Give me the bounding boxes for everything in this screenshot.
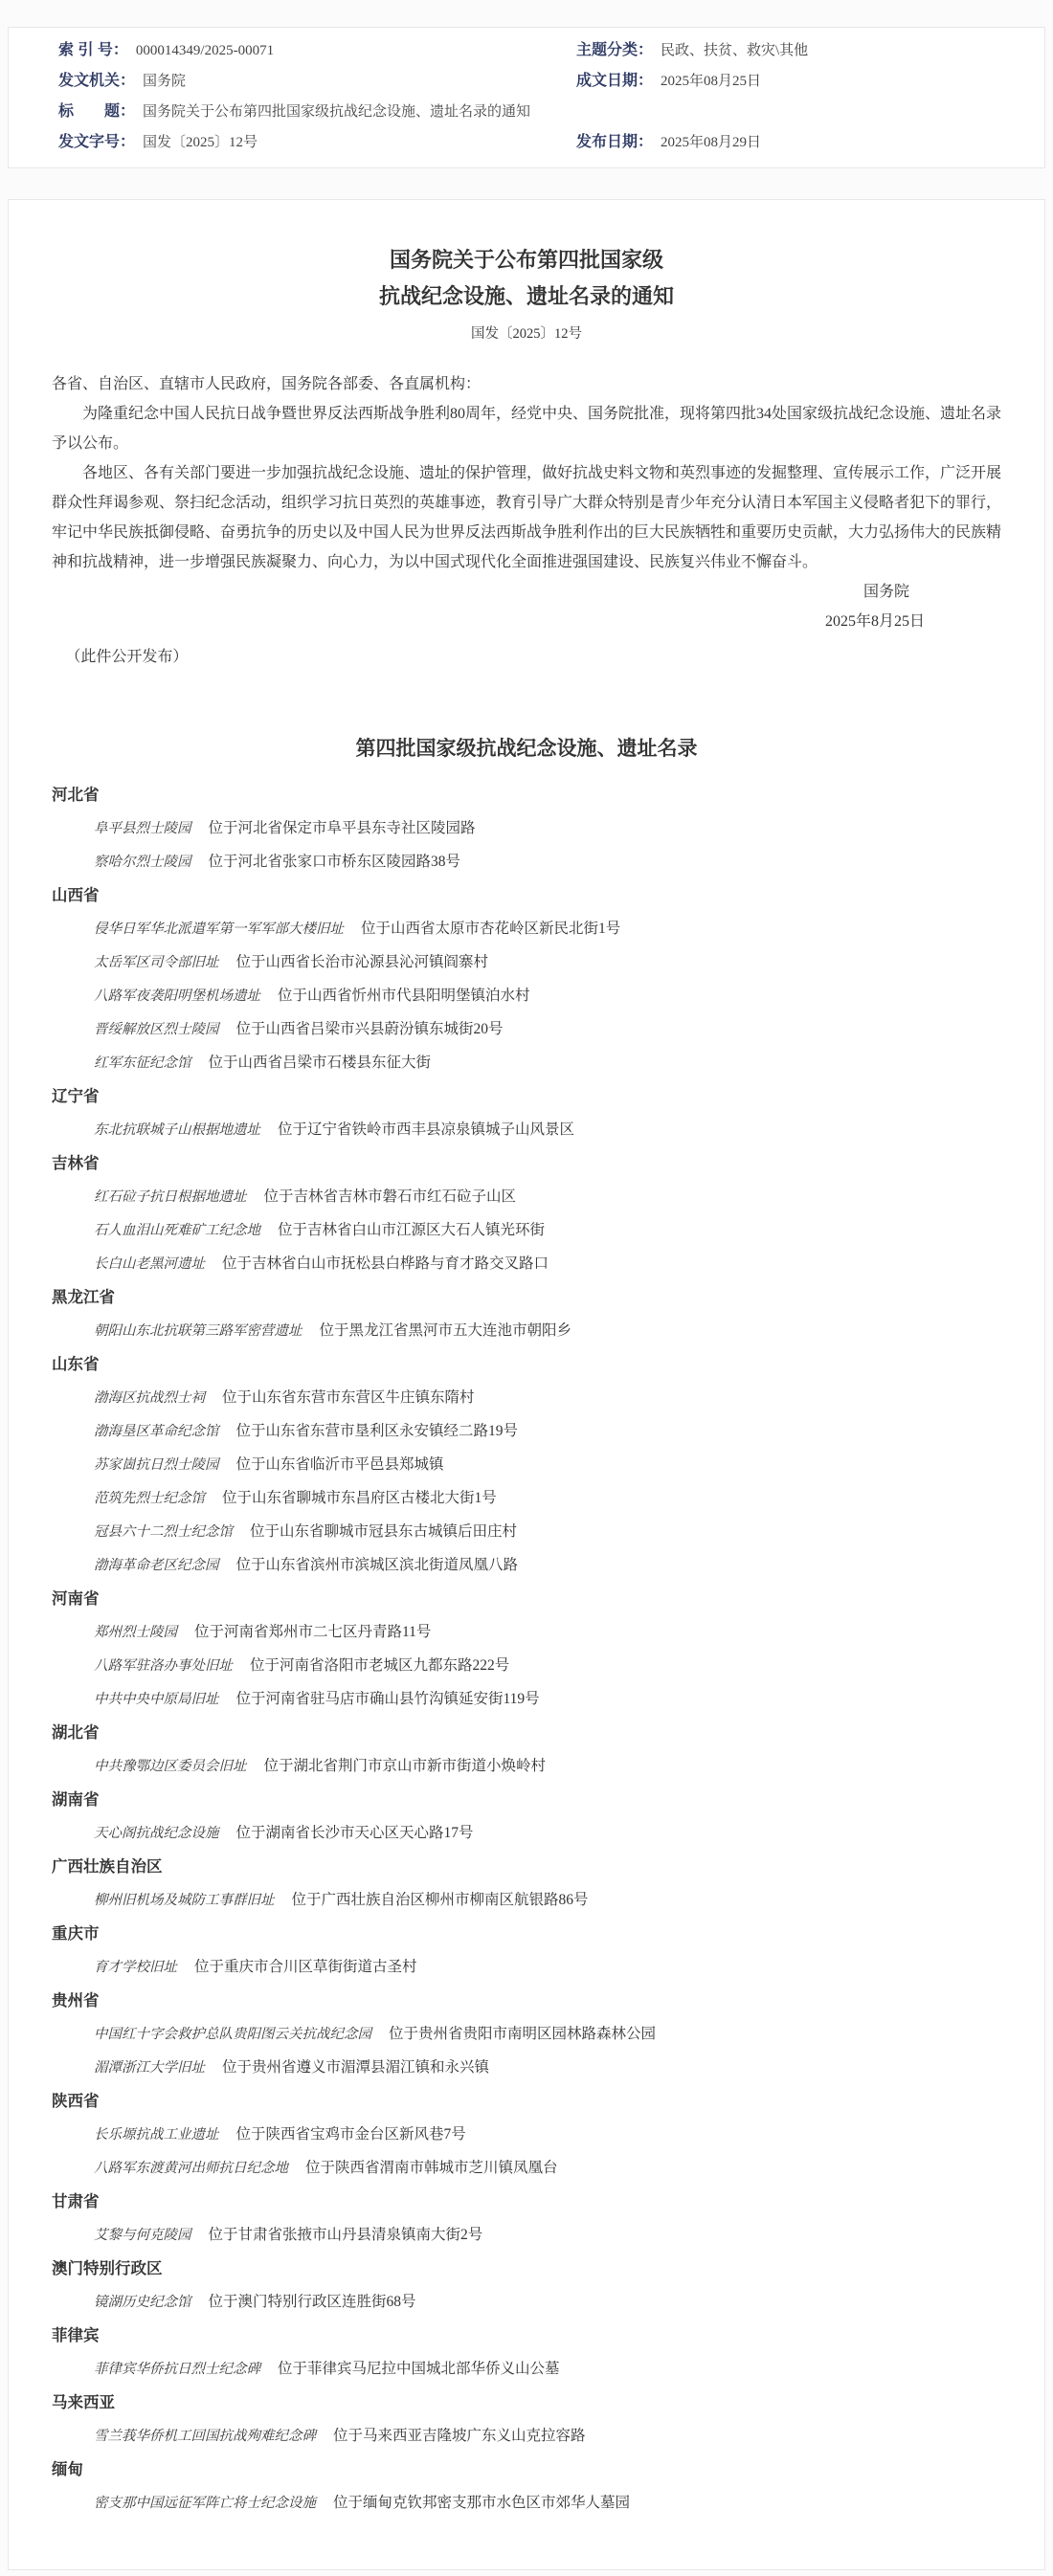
meta-row (9, 97, 1044, 127)
site-name: 镜湖历史纪念馆 (94, 2295, 191, 2310)
issuing-agency-label: 发文机关： (58, 73, 136, 89)
signature-date: 2025年8月25日 (824, 613, 925, 630)
site-name: 湄潭浙江大学旧址 (94, 2060, 205, 2076)
site-name: 渤海区抗战烈士祠 (94, 1390, 205, 1406)
document-title (52, 242, 1001, 315)
meta-cell-title (9, 97, 1044, 127)
publish-date-label: 发布日期： (576, 134, 654, 150)
site-entry (52, 1388, 1001, 1409)
site-entry (52, 1689, 1001, 1710)
site-entry (52, 2225, 1001, 2246)
site-location: 位于河北省保定市阜平县东寺社区陵园路 (208, 820, 476, 836)
site-entry (52, 1019, 1001, 1040)
site-name: 中共中央中原局旧址 (94, 1692, 219, 1707)
doc-number-value: 国发〔2025〕12号 (143, 135, 258, 150)
site-entry (52, 952, 1001, 973)
site-name: 中共豫鄂边区委员会旧址 (94, 1759, 247, 1774)
site-name: 察哈尔烈士陵园 (94, 855, 191, 870)
site-name: 柳州旧机场及城防工事群旧址 (94, 1893, 275, 1908)
list-title: 第四批国家级抗战纪念设施、遗址名录 (355, 737, 698, 760)
site-name: 红石砬子抗日根据地遗址 (94, 1189, 247, 1205)
meta-cell-topic (526, 35, 1044, 66)
site-entry (52, 818, 1001, 839)
doc-number-label: 发文字号： (58, 134, 136, 150)
document-number: 国发〔2025〕12号 (471, 326, 582, 342)
province-heading: 黑龙江省 (52, 1289, 115, 1306)
document-body-panel (8, 199, 1045, 2570)
site-name: 红军东征纪念馆 (94, 1055, 191, 1071)
province-heading: 河南省 (52, 1590, 100, 1608)
site-location: 位于吉林省白山市抚松县白桦路与育才路交叉路口 (222, 1255, 549, 1272)
province-heading: 甘肃省 (52, 2193, 100, 2210)
province-heading: 贵州省 (52, 1992, 100, 2010)
site-name: 阜平县烈士陵园 (94, 821, 191, 836)
site-name: 天心阁抗战纪念设施 (94, 1826, 219, 1841)
site-entry (52, 1622, 1001, 1643)
meta-cell-index (9, 35, 526, 66)
province-heading: 马来西亚 (52, 2394, 115, 2411)
site-location: 位于山西省太原市杏花岭区新民北街1号 (361, 921, 621, 937)
doc-title-value: 国务院关于公布第四批国家级抗战纪念设施、遗址名录的通知 (143, 104, 531, 120)
site-name: 中国红十字会救护总队贵阳图云关抗战纪念园 (94, 2027, 371, 2042)
site-entry (52, 2024, 1001, 2045)
site-entry (52, 2057, 1001, 2078)
document-title-line2: 抗战纪念设施、遗址名录的通知 (378, 284, 674, 308)
document-title-line1: 国务院关于公布第四批国家级 (389, 248, 663, 272)
site-location: 位于山西省忻州市代县阳明堡镇泊水村 (278, 988, 530, 1004)
site-entry (52, 1220, 1001, 1241)
written-date-value: 2025年08月25日 (661, 74, 762, 89)
site-entry (52, 2359, 1001, 2380)
site-location: 位于陕西省宝鸡市金台区新风巷7号 (235, 2126, 466, 2143)
meta-cell-agency (9, 66, 526, 97)
province-heading: 广西壮族自治区 (52, 1858, 163, 1876)
province-heading: 河北省 (52, 787, 100, 804)
site-entry (52, 1187, 1001, 1208)
site-name: 朝阳山东北抗联第三路军密营遗址 (94, 1323, 302, 1339)
province-heading: 菲律宾 (52, 2327, 100, 2344)
site-entry (52, 2158, 1001, 2179)
site-location: 位于贵州省遵义市湄潭县湄江镇和永兴镇 (222, 2059, 490, 2076)
written-date-label: 成文日期： (576, 73, 654, 89)
site-location: 位于山东省聊城市东昌府区古楼北大街1号 (222, 1490, 497, 1506)
site-location: 位于河北省张家口市桥东区陵园路38号 (208, 854, 461, 870)
province-list (52, 785, 1001, 2514)
site-entry (52, 2426, 1001, 2447)
site-location: 位于贵州省贵阳市南明区园林路森林公园 (389, 2026, 657, 2042)
site-location: 位于河南省驻马店市确山县竹沟镇延安街119号 (235, 1691, 540, 1707)
site-name: 东北抗联城子山根据地遗址 (94, 1122, 260, 1138)
site-location: 位于吉林省白山市江源区大石人镇光环街 (278, 1222, 546, 1238)
site-name: 长乐塬抗战工业遗址 (94, 2127, 219, 2143)
topic-category-label: 主题分类： (576, 42, 654, 58)
site-entry (52, 1455, 1001, 1476)
site-location: 位于广西壮族自治区柳州市柳南区航银路86号 (291, 1892, 589, 1908)
site-location: 位于重庆市合川区草街街道古圣村 (194, 1959, 417, 1975)
site-entry (52, 1957, 1001, 1978)
index-number-label: 索 引 号： (58, 42, 128, 58)
site-location: 位于山西省吕梁市石楼县东征大街 (208, 1055, 432, 1071)
site-location: 位于湖南省长沙市天心区天心路17号 (235, 1825, 474, 1841)
site-location: 位于山东省东营市垦利区永安镇经二路19号 (235, 1423, 519, 1439)
site-name: 艾黎与何克陵园 (94, 2228, 191, 2243)
site-location: 位于缅甸克钦邦密支那市水色区市郊华人墓园 (333, 2495, 631, 2511)
site-location: 位于吉林省吉林市磐石市红石砬子山区 (263, 1188, 517, 1205)
site-name: 冠县六十二烈士纪念馆 (94, 1524, 233, 1540)
site-entry (52, 986, 1001, 1007)
site-name: 菲律宾华侨抗日烈士纪念碑 (94, 2362, 260, 2377)
salutation: 各省、自治区、直辖市人民政府，国务院各部委、各直属机构： (52, 376, 482, 392)
site-name: 渤海革命老区纪念园 (94, 1558, 219, 1573)
site-entry (52, 852, 1001, 873)
publish-note: （此件公开发布） (65, 649, 189, 665)
index-number-value: 000014349/2025-00071 (135, 43, 275, 58)
site-location: 位于澳门特别行政区连胜街68号 (208, 2294, 416, 2310)
publish-date-value: 2025年08月29日 (661, 135, 762, 150)
site-location: 位于河南省洛阳市老城区九都东路222号 (250, 1657, 510, 1674)
site-entry (52, 1890, 1001, 1911)
site-name: 八路军夜袭阳明堡机场遗址 (94, 988, 260, 1004)
site-location: 位于山东省聊城市冠县东古城镇后田庄村 (250, 1523, 518, 1540)
site-location: 位于黑龙江省黑河市五大连池市朝阳乡 (319, 1322, 572, 1339)
site-location: 位于陕西省渭南市韩城市芝川镇凤凰台 (305, 2160, 558, 2176)
document-meta-panel (8, 27, 1045, 168)
site-location: 位于山东省东营市东营区牛庄镇东隋村 (222, 1389, 475, 1406)
site-location: 位于山东省临沂市平邑县郑城镇 (235, 1456, 444, 1473)
site-entry (52, 1488, 1001, 1509)
meta-cell-publish-date (526, 127, 1044, 158)
site-name: 育才学校旧址 (94, 1960, 177, 1975)
site-location: 位于山西省吕梁市兴县蔚汾镇东城街20号 (235, 1021, 504, 1037)
province-heading: 吉林省 (52, 1155, 100, 1172)
site-location: 位于菲律宾马尼拉中国城北部华侨义山公墓 (278, 2361, 560, 2377)
site-name: 密支那中国远征军阵亡将士纪念设施 (94, 2496, 316, 2511)
meta-row (9, 35, 1044, 66)
province-heading: 辽宁省 (52, 1088, 100, 1105)
site-name: 渤海垦区革命纪念馆 (94, 1424, 219, 1439)
site-name: 侵华日军华北派遣军第一军军部大楼旧址 (94, 922, 344, 937)
site-location: 位于马来西亚吉隆坡广东义山克拉容路 (333, 2428, 586, 2444)
site-name: 范筑先烈士纪念馆 (94, 1491, 205, 1506)
issuing-agency-value: 国务院 (143, 74, 187, 89)
site-entry (52, 1555, 1001, 1576)
doc-title-label: 标 题： (58, 103, 136, 120)
site-name: 太岳军区司令部旧址 (94, 955, 219, 970)
site-entry (52, 2124, 1001, 2145)
paragraph-2: 各地区、各有关部门要进一步加强抗战纪念设施、遗址的保护管理，做好抗战史料文物和英烈事迹的发掘整理、宣传展示工作，广泛开展群众性拜谒参观、祭扫纪念活动，组织学习抗日英烈的英雄事迹，教育引导广大群众特别是青少年充分认清日本军国主义侵略者犯下的罪行，牢记中华民族抵御侵略、奋勇抗争的历史以及中国人民为世界反法西斯战争胜利作出的巨大民族牺牲和重要历史贡献，大力弘扬伟大的民族精神和抗战精神，进一步增强民族凝聚力、向心力，为以中国式现代化全面推进强国建设、民族复兴伟业不懈奋斗。 (52, 465, 1002, 570)
site-location: 位于河南省郑州市二七区丹青路11号 (194, 1624, 432, 1640)
province-heading: 湖北省 (52, 1724, 100, 1742)
province-heading: 陕西省 (52, 2093, 100, 2110)
site-location: 位于山东省滨州市滨城区滨北街道凤凰八路 (235, 1557, 519, 1573)
province-heading: 山西省 (52, 887, 100, 904)
site-name: 八路军驻洛办事处旧址 (94, 1658, 233, 1674)
site-entry (52, 2292, 1001, 2313)
site-entry (52, 1053, 1001, 1074)
site-name: 晋绥解放区烈士陵园 (94, 1022, 219, 1037)
site-entry (52, 1254, 1001, 1275)
site-entry (52, 919, 1001, 940)
site-name: 长白山老黑河遗址 (94, 1256, 205, 1272)
site-location: 位于湖北省荆门市京山市新市街道小焕岭村 (263, 1758, 547, 1774)
document-body (52, 369, 1001, 672)
site-name: 八路军东渡黄河出师抗日纪念地 (94, 2161, 288, 2176)
meta-cell-written-date (526, 66, 1044, 97)
province-heading: 澳门特别行政区 (52, 2260, 163, 2277)
topic-category-value: 民政、扶贫、救灾\其他 (661, 43, 809, 58)
paragraph-1: 为隆重纪念中国人民抗日战争暨世界反法西斯战争胜利80周年，经党中央、国务院批准，现将第四批34处国家级抗战纪念设施、遗址名录予以公布。 (52, 406, 1002, 452)
province-heading: 湖南省 (52, 1791, 100, 1809)
site-name: 苏家崮抗日烈士陵园 (94, 1457, 219, 1473)
site-entry (52, 1756, 1001, 1777)
province-heading: 山东省 (52, 1356, 100, 1373)
province-heading: 缅甸 (52, 2461, 83, 2478)
site-name: 郑州烈士陵园 (94, 1625, 177, 1640)
site-name: 石人血泪山死难矿工纪念地 (94, 1223, 260, 1238)
site-entry (52, 1421, 1001, 1442)
site-entry (52, 1521, 1001, 1543)
site-entry (52, 1823, 1001, 1844)
signature: 国务院 (863, 584, 909, 600)
site-location: 位于山西省长治市沁源县沁河镇阎寨村 (235, 954, 489, 970)
meta-cell-doc-number (9, 127, 526, 158)
site-entry (52, 1321, 1001, 1342)
meta-row (9, 66, 1044, 97)
site-location: 位于甘肃省张掖市山丹县清泉镇南大街2号 (208, 2227, 483, 2243)
site-location: 位于辽宁省铁岭市西丰县凉泉镇城子山风景区 (278, 1121, 575, 1138)
province-heading: 重庆市 (52, 1925, 100, 1943)
meta-row (9, 127, 1044, 158)
site-entry (52, 1655, 1001, 1677)
site-name: 雪兰莪华侨机工回国抗战殉难纪念碑 (94, 2429, 316, 2444)
site-entry (52, 2493, 1001, 2514)
site-entry (52, 1120, 1001, 1141)
